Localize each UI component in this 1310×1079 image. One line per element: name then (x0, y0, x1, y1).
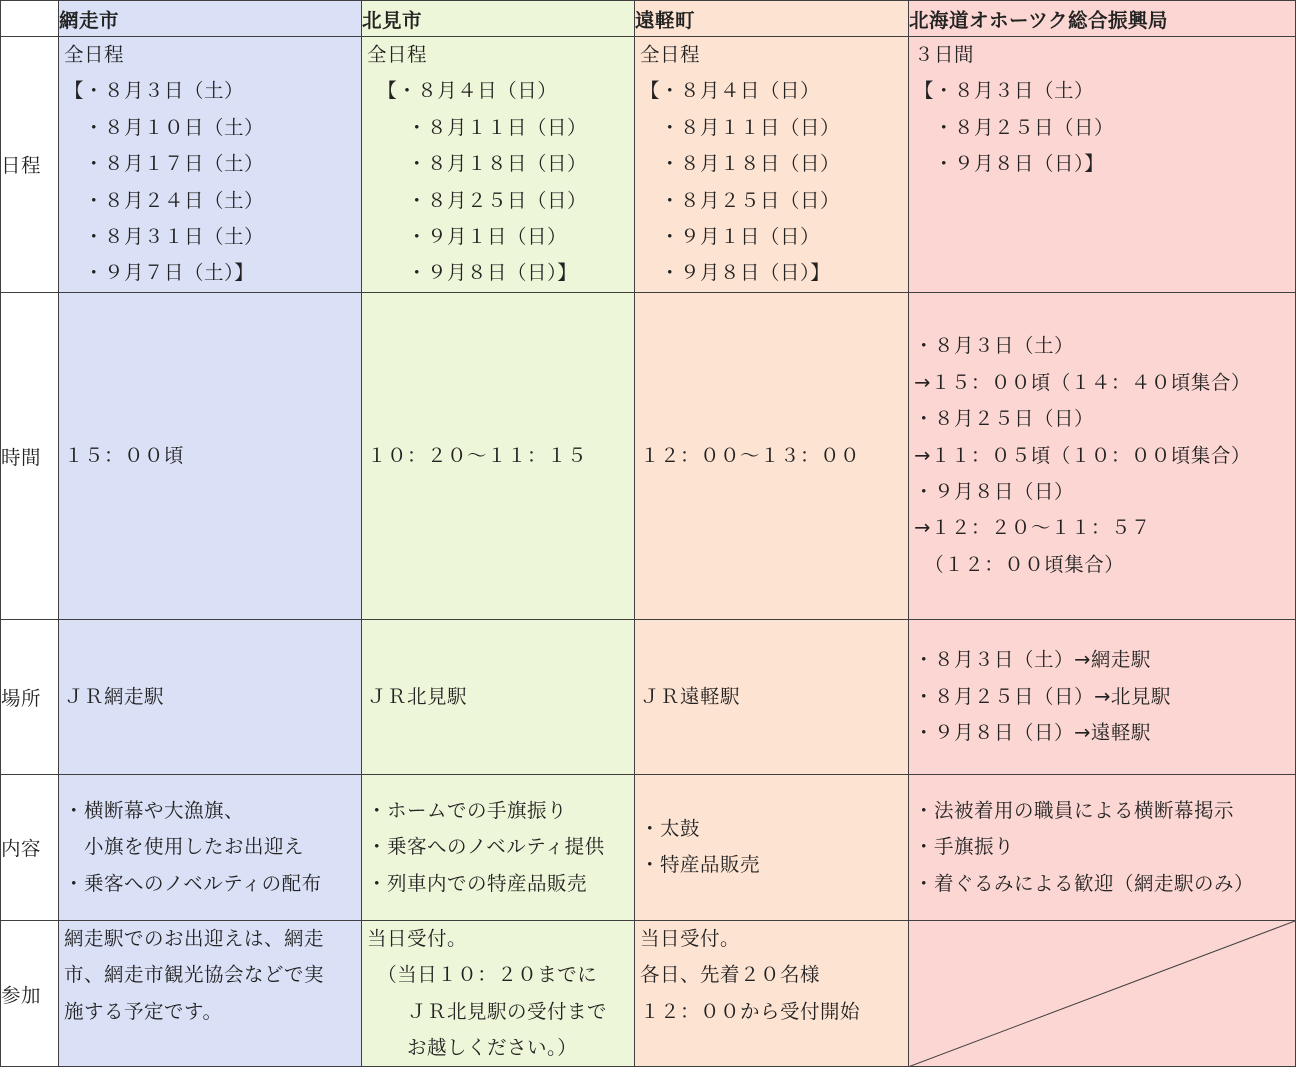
row-label-schedule: 日程 (1, 37, 59, 293)
row-place (1, 619, 1296, 774)
place-engaru (635, 619, 909, 774)
row-schedule (1, 37, 1296, 293)
cell-line: ・８月３日（土） (914, 334, 1075, 358)
cell-line: ・着ぐるみによる歓迎（網走駅のみ） (914, 871, 1255, 895)
cell-line: 【・８月４日（日） (367, 79, 558, 103)
cell-line: ・８月１１日（日） (640, 115, 841, 139)
time-engaru (635, 292, 909, 619)
cell-line: ・８月３日（土）→網走駅 (914, 648, 1151, 672)
cell-line: ３日間 (914, 43, 975, 66)
content-okhotsk (909, 774, 1296, 920)
column-header-kitami: 北見市 (362, 1, 635, 37)
cell-line: ・８月２５日（日）→北見駅 (914, 684, 1171, 708)
column-header-okhotsk: 北海道オホーツク総合振興局 (909, 1, 1296, 37)
cell-line: ・手旗振り (914, 835, 1015, 859)
cell-line: ・９月７日（土）】 (64, 261, 255, 285)
cell-line: お越しください。） (367, 1036, 578, 1060)
diagonal-strike-line (909, 921, 1295, 1067)
time-okhotsk (909, 292, 1296, 619)
cell-line: １２：００～１３：００ (640, 443, 861, 467)
cell-line: ・９月８日（日）】 (914, 152, 1105, 176)
cell-line: ＪＲ北見駅の受付まで (367, 999, 608, 1023)
schedule-abashiri (59, 37, 362, 293)
cell-line: １２：００から受付開始 (640, 999, 861, 1023)
column-header-engaru: 遠軽町 (635, 1, 909, 37)
row-label-time: 時間 (1, 292, 59, 619)
row-label-content: 内容 (1, 774, 59, 920)
cell-line: ・９月１日（日） (367, 225, 568, 249)
cell-line: ・８月１７日（土） (64, 152, 265, 176)
cell-line: ・乗客へのノベルティ提供 (367, 835, 605, 859)
cell-line: ・太鼓 (640, 816, 701, 840)
schedule-engaru (635, 37, 909, 293)
cell-line: ・８月１８日（日） (367, 152, 588, 176)
cell-line: ・９月１日（日） (640, 225, 821, 249)
cell-line: ・８月１１日（日） (367, 115, 588, 139)
cell-line: ・法被着用の職員による横断幕掲示 (914, 798, 1235, 822)
cell-line: ＪＲ北見駅 (367, 684, 468, 708)
time-abashiri (59, 292, 362, 619)
cell-line: 市、網走市観光協会などで実 (64, 963, 325, 987)
content-kitami (362, 774, 635, 920)
content-engaru (635, 774, 909, 920)
header-row (1, 1, 1296, 37)
cell-line: 網走駅でのお出迎えは、網走 (64, 926, 325, 950)
cell-line: ・８月２５日（日） (914, 115, 1115, 139)
row-label-participation: 参加 (1, 920, 59, 1067)
participation-okhotsk-blank (909, 920, 1296, 1067)
schedule-kitami (362, 37, 635, 293)
cell-line: ・８月２５日（日） (640, 188, 841, 212)
cell-line: ・横断幕や大漁旗、 (64, 798, 245, 822)
row-participation (1, 920, 1296, 1067)
cell-line: ＪＲ網走駅 (64, 684, 165, 708)
cell-line: ・８月３１日（土） (64, 225, 265, 249)
cell-line: １０：２０～１１：１５ (367, 443, 588, 467)
cell-line: （当日１０：２０までに (367, 963, 598, 987)
cell-line: →１１：０５頃（１０：００頃集合） (914, 443, 1251, 467)
cell-line: ・９月８日（日）→遠軽駅 (914, 721, 1151, 745)
place-okhotsk (909, 619, 1296, 774)
participation-kitami (362, 920, 635, 1067)
cell-line: ・８月２５日（日） (914, 407, 1095, 431)
column-header-abashiri: 網走市 (59, 1, 362, 37)
corner-cell (1, 1, 59, 37)
cell-line: ・８月１０日（土） (64, 115, 265, 139)
cell-line: ・８月２５日（日） (367, 188, 588, 212)
cell-line: ・９月８日（日）】 (640, 261, 831, 285)
cell-line: ・列車内での特産品販売 (367, 871, 588, 895)
cell-line: →１５：００頃（１４：４０頃集合） (914, 370, 1251, 394)
cell-line: １５：００頃 (64, 443, 185, 467)
cell-line: 当日受付。 (367, 926, 468, 950)
cell-line: 当日受付。 (640, 926, 741, 950)
cell-line: ・ホームでの手旗振り (367, 798, 568, 822)
cell-line: 全日程 (64, 43, 125, 66)
participation-engaru (635, 920, 909, 1067)
cell-line: 施する予定です。 (64, 999, 223, 1023)
content-abashiri (59, 774, 362, 920)
place-abashiri (59, 619, 362, 774)
cell-line: 【・８月３日（土） (64, 79, 245, 103)
row-time (1, 292, 1296, 619)
cell-line: ・８月２４日（土） (64, 188, 265, 212)
row-label-place: 場所 (1, 619, 59, 774)
cell-line: 全日程 (367, 43, 428, 66)
cell-line: ・乗客へのノベルティの配布 (64, 871, 322, 895)
cell-line: ・９月８日（日） (914, 480, 1075, 504)
participation-abashiri (59, 920, 362, 1067)
cell-line: ＪＲ遠軽駅 (640, 684, 741, 708)
cell-line: ・９月８日（日）】 (367, 261, 578, 285)
cell-line: →１２：２０～１１：５７ (914, 516, 1151, 540)
row-content (1, 774, 1296, 920)
schedule-okhotsk (909, 37, 1296, 293)
place-kitami (362, 619, 635, 774)
cell-line: 【・８月３日（土） (914, 79, 1095, 103)
cell-line: 全日程 (640, 43, 701, 66)
cell-line: ・特産品販売 (640, 853, 761, 877)
cell-line: 小旗を使用したお出迎え (64, 835, 305, 859)
time-kitami (362, 292, 635, 619)
cell-line: 各日、先着２０名様 (640, 963, 821, 987)
cell-line: （１２：００頃集合） (914, 552, 1125, 576)
cell-line: 【・８月４日（日） (640, 79, 821, 103)
cell-line: ・８月１８日（日） (640, 152, 841, 176)
